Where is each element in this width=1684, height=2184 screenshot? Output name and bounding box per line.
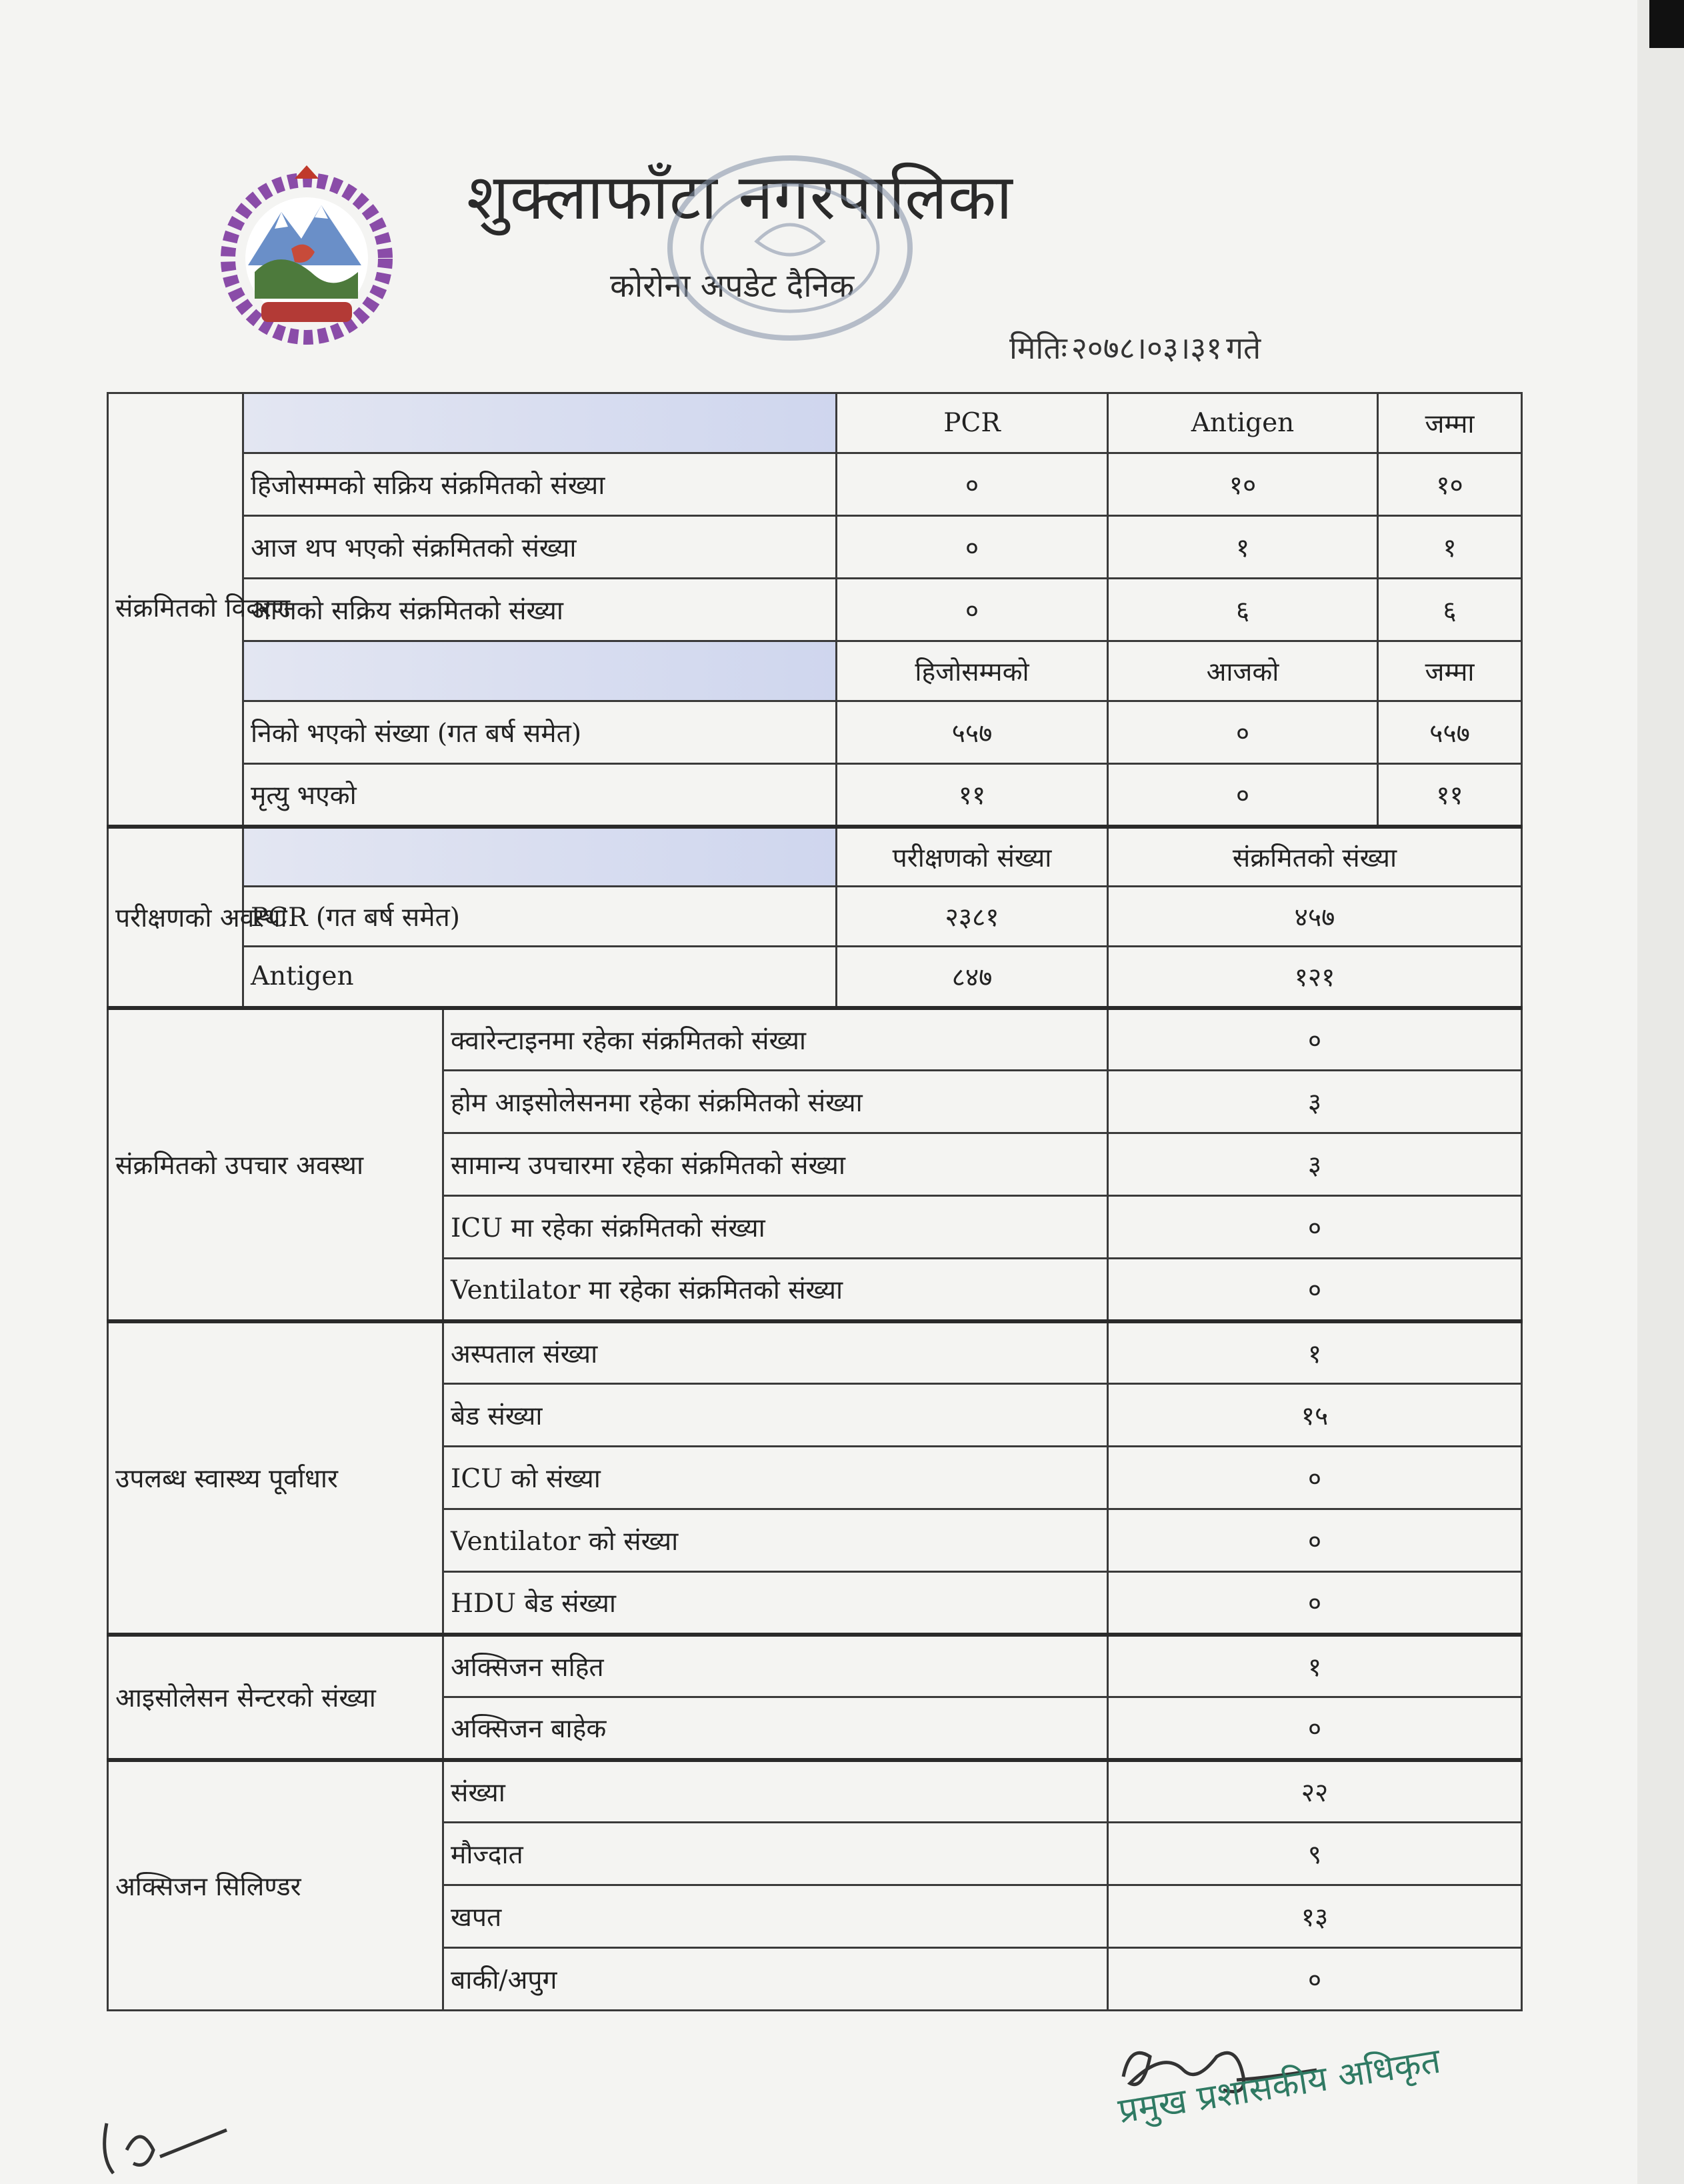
section-oxygen-cylinder-label: अक्सिजन सिलिण्डर [108, 1760, 443, 2011]
table-row [108, 1321, 1522, 1384]
table-row [108, 579, 1522, 641]
cell-value: १२१ [1108, 947, 1522, 1008]
table-row [108, 1008, 1522, 1071]
row-label: आजको सक्रिय संक्रमितको संख्या [243, 579, 837, 641]
cell-value: १३ [1108, 1885, 1522, 1948]
col-head-total: जम्मा [1378, 393, 1522, 453]
cell-value: ११ [837, 764, 1108, 827]
header-blank-cell [243, 641, 837, 701]
row-label: हिजोसम्मको सक्रिय संक्रमितको संख्या [243, 453, 837, 516]
cell-value: ० [837, 579, 1108, 641]
report-subtitle: कोरोना अपडेट दैनिक [610, 267, 855, 305]
col-head-until-yesterday: हिजोसम्मको [837, 641, 1108, 701]
cell-value: १ [1108, 1321, 1522, 1384]
nepal-emblem-logo [215, 165, 399, 343]
office-stamp-seal [657, 148, 937, 368]
row-label: Ventilator को संख्या [443, 1509, 1108, 1572]
cell-value: १० [1378, 453, 1522, 516]
row-label: Ventilator मा रहेका संक्रमितको संख्या [443, 1259, 1108, 1321]
date-suffix: गते [1226, 330, 1261, 366]
officer-title: प्रमुख प्रशासकीय अधिकृत [1115, 2041, 1443, 2132]
table-row [108, 887, 1522, 947]
col-head-infected: संक्रमितको संख्या [1108, 827, 1522, 887]
cell-value: ० [1108, 1509, 1522, 1572]
header-blank-cell [243, 393, 837, 453]
cell-value: ३ [1108, 1071, 1522, 1133]
row-label: मौज्दात [443, 1823, 1108, 1885]
cell-value: ० [1108, 1697, 1522, 1760]
scan-edge-mark [1649, 0, 1684, 48]
cell-value: ० [1108, 1196, 1522, 1259]
cell-value: ६ [1108, 579, 1378, 641]
cell-value: ० [837, 453, 1108, 516]
cell-value: ५५७ [1378, 701, 1522, 764]
cell-value: १ [1108, 1635, 1522, 1697]
row-label: अस्पताल संख्या [443, 1321, 1108, 1384]
table-row [108, 516, 1522, 579]
covid-update-table [107, 392, 1523, 2011]
row-label: ICU को संख्या [443, 1447, 1108, 1509]
cell-value: २२ [1108, 1760, 1522, 1823]
col-head-antigen: Antigen [1108, 393, 1378, 453]
table-row [108, 947, 1522, 1008]
cell-value: १ [1378, 516, 1522, 579]
row-label: मृत्यु भएको [243, 764, 837, 827]
cell-value: ० [1108, 1572, 1522, 1635]
cell-value: ० [1108, 1259, 1522, 1321]
row-label: अक्सिजन सहित [443, 1635, 1108, 1697]
cell-value: ० [1108, 1008, 1522, 1071]
row-label: आज थप भएको संक्रमितको संख्या [243, 516, 837, 579]
header-blank-cell [243, 827, 837, 887]
row-label: अक्सिजन बाहेक [443, 1697, 1108, 1760]
cell-value: ० [1108, 701, 1378, 764]
table-row [108, 701, 1522, 764]
cell-value: १५ [1108, 1384, 1522, 1447]
table-row [108, 1635, 1522, 1697]
col-head-total: जम्मा [1378, 641, 1522, 701]
row-label: ICU मा रहेका संक्रमितको संख्या [443, 1196, 1108, 1259]
row-label: होम आइसोलेसनमा रहेका संक्रमितको संख्या [443, 1071, 1108, 1133]
cell-value: ६ [1378, 579, 1522, 641]
row-label: निको भएको संख्या (गत बर्ष समेत) [243, 701, 837, 764]
row-label: सामान्य उपचारमा रहेका संक्रमितको संख्या [443, 1133, 1108, 1196]
section-testing-status-label: परीक्षणको अवस्था [108, 827, 243, 1008]
row-label: HDU बेड संख्या [443, 1572, 1108, 1635]
table-row [108, 764, 1522, 827]
col-head-tests: परीक्षणको संख्या [837, 827, 1108, 887]
date-label: मितिः [1009, 330, 1067, 366]
report-date [1005, 327, 1261, 368]
cell-value: ९ [1108, 1823, 1522, 1885]
cell-value: ४५७ [1108, 887, 1522, 947]
cell-value: १ [1108, 516, 1378, 579]
cell-value: १० [1108, 453, 1378, 516]
cell-value: ११ [1378, 764, 1522, 827]
cell-value: ५५७ [837, 701, 1108, 764]
municipality-title: शुक्लाफाँटा नगरपालिका [467, 161, 1013, 234]
cell-value: ८४७ [837, 947, 1108, 1008]
section-infected-details-label: संक्रमितको विवरण [108, 393, 243, 827]
table-row [108, 453, 1522, 516]
row-label: बेड संख्या [443, 1384, 1108, 1447]
handwritten-page-mark [93, 2110, 247, 2183]
row-label: Antigen [243, 947, 837, 1008]
page-edge [1637, 0, 1684, 2184]
col-head-today: आजको [1108, 641, 1378, 701]
cell-value: ० [1108, 1948, 1522, 2011]
row-label: खपत [443, 1885, 1108, 1948]
row-label: PCR (गत बर्ष समेत) [243, 887, 837, 947]
cell-value: ० [837, 516, 1108, 579]
table-row [108, 1760, 1522, 1823]
row-label: बाकी/अपुग [443, 1948, 1108, 2011]
date-value: २०७८।०३।३१ [1071, 330, 1223, 366]
section-health-infrastructure-label: उपलब्ध स्वास्थ्य पूर्वाधार [108, 1321, 443, 1635]
cell-value: २३८१ [837, 887, 1108, 947]
row-label: क्वारेन्टाइनमा रहेका संक्रमितको संख्या [443, 1008, 1108, 1071]
col-head-pcr: PCR [837, 393, 1108, 453]
row-label: संख्या [443, 1760, 1108, 1823]
cell-value: ० [1108, 1447, 1522, 1509]
cell-value: ३ [1108, 1133, 1522, 1196]
cell-value: ० [1108, 764, 1378, 827]
section-treatment-status-label: संक्रमितको उपचार अवस्था [108, 1008, 443, 1321]
section-isolation-centers-label: आइसोलेसन सेन्टरको संख्या [108, 1635, 443, 1760]
